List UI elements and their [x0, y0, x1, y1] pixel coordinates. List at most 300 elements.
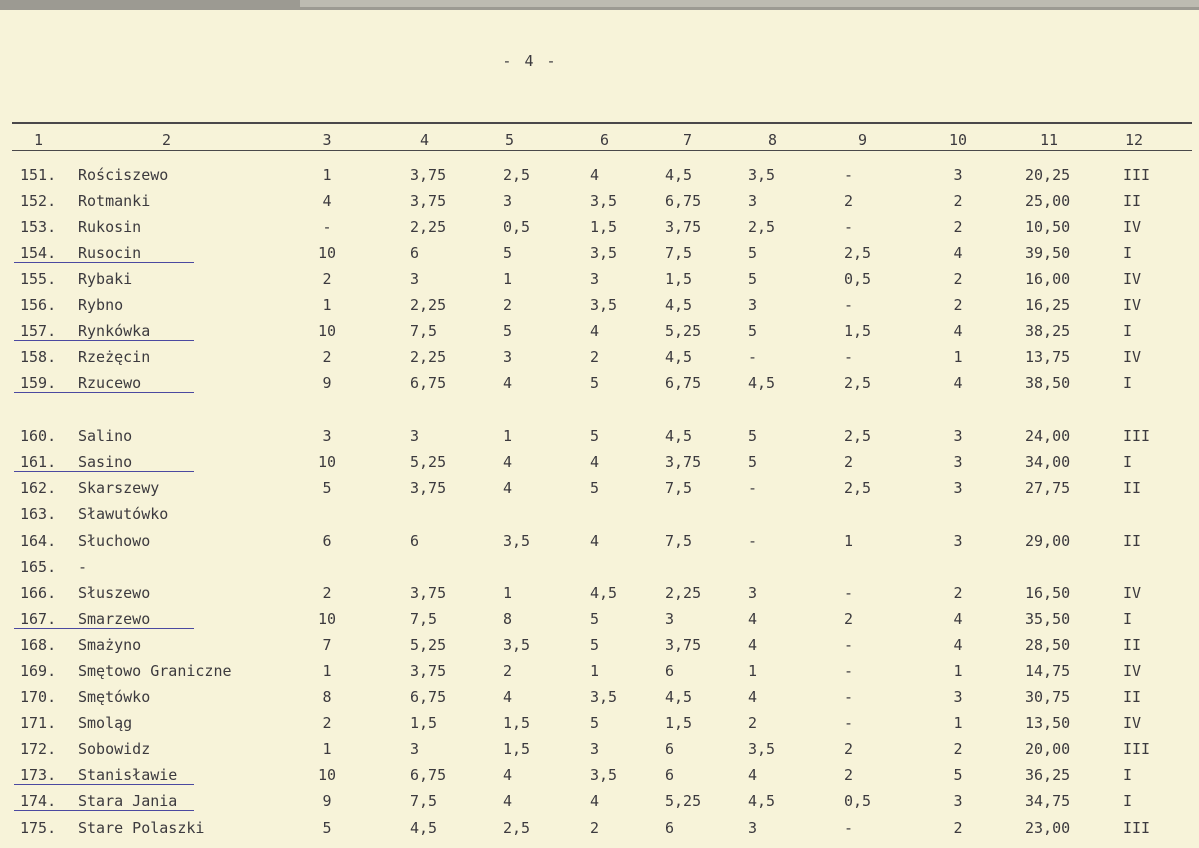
cell-c5: 0,5 — [503, 218, 531, 236]
cell-c6: 5 — [590, 479, 600, 497]
cell-c5: 4 — [503, 792, 513, 810]
locality-name: Smarzewo — [78, 610, 151, 628]
cell-c10: 4 — [953, 610, 963, 628]
table-row — [0, 789, 1199, 813]
row-number: 162. — [20, 479, 57, 497]
cell-c6: 4 — [590, 322, 600, 340]
locality-name: Rościszewo — [78, 166, 169, 184]
cell-c12: I — [1123, 244, 1133, 262]
cell-c4: 7,5 — [410, 322, 438, 340]
cell-c7: 4,5 — [665, 688, 693, 706]
table-row — [0, 659, 1199, 683]
cell-c7: 4,5 — [665, 427, 693, 445]
cell-c5: 5 — [503, 244, 513, 262]
locality-name: Sławutówko — [78, 505, 169, 523]
cell-c11: 25,00 — [1025, 192, 1071, 210]
cell-c4: 2,25 — [410, 218, 447, 236]
row-number: 154. — [20, 244, 57, 262]
name-underline — [14, 810, 194, 811]
row-number: 153. — [20, 218, 57, 236]
cell-c4: 3,75 — [410, 192, 447, 210]
table-row — [0, 215, 1199, 239]
locality-name: Rynkówka — [78, 322, 151, 340]
table-row — [0, 345, 1199, 369]
locality-name: Sobowidz — [78, 740, 151, 758]
cell-c12: IV — [1123, 714, 1142, 732]
cell-c7: 2,25 — [665, 584, 702, 602]
cell-c7: 4,5 — [665, 296, 693, 314]
col-header-9: 9 — [858, 131, 868, 149]
cell-c6: 4 — [590, 532, 600, 550]
cell-c7: 3,75 — [665, 453, 702, 471]
row-number: 171. — [20, 714, 57, 732]
cell-c9: 2,5 — [844, 374, 872, 392]
col-header-10: 10 — [948, 131, 968, 149]
cell-c11: 38,25 — [1025, 322, 1071, 340]
cell-c7: 3,75 — [665, 218, 702, 236]
col-header-7: 7 — [683, 131, 693, 149]
cell-c12: I — [1123, 610, 1133, 628]
table-row — [0, 763, 1199, 787]
locality-name: Rotmanki — [78, 192, 151, 210]
cell-c8: 3 — [748, 192, 758, 210]
cell-c10: 1 — [953, 714, 963, 732]
cell-c5: 4 — [503, 374, 513, 392]
cell-c9: - — [844, 688, 854, 706]
cell-c8: 3 — [748, 584, 758, 602]
cell-c12: I — [1123, 453, 1133, 471]
cell-c3: 5 — [322, 479, 332, 497]
cell-c4: 3,75 — [410, 584, 447, 602]
cell-c3: 2 — [322, 348, 332, 366]
table-row — [0, 816, 1199, 840]
cell-c12: III — [1123, 166, 1151, 184]
cell-c11: 29,00 — [1025, 532, 1071, 550]
name-underline — [14, 340, 194, 341]
cell-c6: 5 — [590, 374, 600, 392]
cell-c5: 4 — [503, 688, 513, 706]
locality-name: Stanisławie — [78, 766, 178, 784]
cell-c9: - — [844, 584, 854, 602]
cell-c9: 2 — [844, 453, 854, 471]
table-row — [0, 581, 1199, 605]
table-row — [0, 607, 1199, 631]
cell-c3: 5 — [322, 819, 332, 837]
row-number: 155. — [20, 270, 57, 288]
cell-c6: 3 — [590, 270, 600, 288]
cell-c12: III — [1123, 819, 1151, 837]
cell-c4: 5,25 — [410, 636, 447, 654]
cell-c10: 2 — [953, 218, 963, 236]
cell-c4: 3,75 — [410, 166, 447, 184]
cell-c7: 6,75 — [665, 374, 702, 392]
cell-c6: 4,5 — [590, 584, 618, 602]
cell-c9: 2 — [844, 610, 854, 628]
cell-c3: 2 — [322, 714, 332, 732]
cell-c8: 4 — [748, 688, 758, 706]
row-number: 174. — [20, 792, 57, 810]
cell-c8: 4,5 — [748, 792, 776, 810]
cell-c3: 10 — [317, 322, 337, 340]
locality-name: Słuszewo — [78, 584, 151, 602]
cell-c8: 4 — [748, 610, 758, 628]
cell-c12: II — [1123, 688, 1142, 706]
cell-c5: 1 — [503, 427, 513, 445]
cell-c8: 3,5 — [748, 166, 776, 184]
row-number: 166. — [20, 584, 57, 602]
cell-c11: 14,75 — [1025, 662, 1071, 680]
row-number: 152. — [20, 192, 57, 210]
table-row — [0, 371, 1199, 395]
row-number: 167. — [20, 610, 57, 628]
name-underline — [14, 471, 194, 472]
cell-c8: 4 — [748, 766, 758, 784]
cell-c10: 4 — [953, 374, 963, 392]
name-underline — [14, 628, 194, 629]
cell-c6: 5 — [590, 636, 600, 654]
table-row — [0, 737, 1199, 761]
cell-c3: 8 — [322, 688, 332, 706]
cell-c10: 1 — [953, 662, 963, 680]
cell-c5: 2 — [503, 662, 513, 680]
cell-c7: 6,75 — [665, 192, 702, 210]
cell-c5: 4 — [503, 766, 513, 784]
cell-c3: 2 — [322, 584, 332, 602]
col-header-2: 2 — [162, 131, 172, 149]
cell-c8: - — [748, 479, 758, 497]
row-number: 156. — [20, 296, 57, 314]
cell-c9: - — [844, 296, 854, 314]
locality-name: Smażyno — [78, 636, 142, 654]
cell-c9: 2 — [844, 766, 854, 784]
cell-c5: 4 — [503, 453, 513, 471]
locality-name: Smętówko — [78, 688, 151, 706]
table-row — [0, 424, 1199, 448]
cell-c11: 28,50 — [1025, 636, 1071, 654]
page-number: - 4 - — [502, 52, 558, 70]
row-number: 170. — [20, 688, 57, 706]
cell-c11: 36,25 — [1025, 766, 1071, 784]
cell-c11: 39,50 — [1025, 244, 1071, 262]
cell-c6: 3,5 — [590, 296, 618, 314]
cell-c10: 3 — [953, 166, 963, 184]
cell-c7: 6 — [665, 766, 675, 784]
cell-c4: 6,75 — [410, 688, 447, 706]
cell-c6: 2 — [590, 819, 600, 837]
cell-c3: 7 — [322, 636, 332, 654]
cell-c8: 2 — [748, 714, 758, 732]
locality-name: Skarszewy — [78, 479, 160, 497]
table-row — [0, 711, 1199, 735]
cell-c5: 1 — [503, 270, 513, 288]
cell-c10: 2 — [953, 740, 963, 758]
cell-c9: - — [844, 218, 854, 236]
cell-c7: 6 — [665, 662, 675, 680]
cell-c3: 1 — [322, 662, 332, 680]
cell-c6: 2 — [590, 348, 600, 366]
cell-c9: - — [844, 166, 854, 184]
cell-c9: 0,5 — [844, 792, 872, 810]
cell-c7: 4,5 — [665, 348, 693, 366]
cell-c3: 10 — [317, 244, 337, 262]
row-number: 164. — [20, 532, 57, 550]
table-row — [0, 476, 1199, 500]
cell-c11: 10,50 — [1025, 218, 1071, 236]
table-row — [0, 685, 1199, 709]
table-row — [0, 319, 1199, 343]
cell-c5: 4 — [503, 479, 513, 497]
locality-name: Rybno — [78, 296, 124, 314]
cell-c7: 4,5 — [665, 166, 693, 184]
cell-c5: 3 — [503, 192, 513, 210]
cell-c11: 20,00 — [1025, 740, 1071, 758]
cell-c10: 4 — [953, 322, 963, 340]
scan-top-edge-light — [300, 0, 1199, 7]
cell-c3: 2 — [322, 270, 332, 288]
col-header-12: 12 — [1125, 131, 1144, 149]
cell-c11: 24,00 — [1025, 427, 1071, 445]
cell-c10: 2 — [953, 819, 963, 837]
cell-c12: III — [1123, 740, 1151, 758]
cell-c12: IV — [1123, 270, 1142, 288]
table-top-rule — [12, 122, 1192, 124]
row-number: 158. — [20, 348, 57, 366]
cell-c6: 4 — [590, 453, 600, 471]
cell-c7: 5,25 — [665, 792, 702, 810]
cell-c9: - — [844, 636, 854, 654]
cell-c3: 10 — [317, 453, 337, 471]
locality-name: Rzucewo — [78, 374, 142, 392]
cell-c12: I — [1123, 766, 1133, 784]
table-row — [0, 267, 1199, 291]
cell-c8: 5 — [748, 427, 758, 445]
cell-c8: 3 — [748, 296, 758, 314]
cell-c7: 3 — [665, 610, 675, 628]
cell-c4: 6 — [410, 244, 420, 262]
cell-c3: 1 — [322, 296, 332, 314]
cell-c5: 5 — [503, 322, 513, 340]
cell-c12: IV — [1123, 584, 1142, 602]
cell-c10: 2 — [953, 584, 963, 602]
cell-c3: 6 — [322, 532, 332, 550]
cell-c6: 3 — [590, 740, 600, 758]
cell-c4: 3 — [410, 270, 420, 288]
cell-c6: 3,5 — [590, 244, 618, 262]
cell-c4: 6,75 — [410, 374, 447, 392]
cell-c8: 5 — [748, 244, 758, 262]
cell-c4: 2,25 — [410, 348, 447, 366]
col-header-11: 11 — [1040, 131, 1059, 149]
name-underline — [14, 262, 194, 263]
cell-c5: 1 — [503, 584, 513, 602]
row-number: 159. — [20, 374, 57, 392]
locality-name: Rusocin — [78, 244, 142, 262]
table-row — [0, 293, 1199, 317]
cell-c9: 2 — [844, 740, 854, 758]
cell-c10: 4 — [953, 636, 963, 654]
cell-c11: 20,25 — [1025, 166, 1071, 184]
row-number: 160. — [20, 427, 57, 445]
cell-c10: 3 — [953, 688, 963, 706]
cell-c9: - — [844, 348, 854, 366]
locality-name: Rzeżęcin — [78, 348, 151, 366]
cell-c9: 2 — [844, 192, 854, 210]
row-number: 151. — [20, 166, 57, 184]
cell-c7: 7,5 — [665, 244, 693, 262]
cell-c6: 3,5 — [590, 192, 618, 210]
cell-c5: 2,5 — [503, 166, 531, 184]
cell-c5: 1,5 — [503, 714, 531, 732]
cell-c12: I — [1123, 792, 1133, 810]
cell-c7: 6 — [665, 740, 675, 758]
cell-c11: 38,50 — [1025, 374, 1071, 392]
cell-c5: 3,5 — [503, 636, 531, 654]
cell-c11: 16,00 — [1025, 270, 1071, 288]
cell-c5: 2,5 — [503, 819, 531, 837]
table-row — [0, 163, 1199, 187]
cell-c11: 34,00 — [1025, 453, 1071, 471]
locality-name: Smoląg — [78, 714, 133, 732]
cell-c3: 9 — [322, 374, 332, 392]
cell-c11: 34,75 — [1025, 792, 1071, 810]
cell-c10: 3 — [953, 453, 963, 471]
cell-c10: 3 — [953, 479, 963, 497]
cell-c3: 4 — [322, 192, 332, 210]
cell-c4: 3 — [410, 740, 420, 758]
cell-c9: 1 — [844, 532, 854, 550]
col-header-4: 4 — [420, 131, 430, 149]
row-number: 172. — [20, 740, 57, 758]
cell-c8: 1 — [748, 662, 758, 680]
locality-name: Słuchowo — [78, 532, 151, 550]
locality-name: Sasino — [78, 453, 133, 471]
locality-name: Stara Jania — [78, 792, 178, 810]
cell-c12: II — [1123, 192, 1142, 210]
cell-c10: 5 — [953, 766, 963, 784]
cell-c8: 4,5 — [748, 374, 776, 392]
cell-c7: 1,5 — [665, 714, 693, 732]
cell-c4: 7,5 — [410, 610, 438, 628]
cell-c10: 2 — [953, 296, 963, 314]
cell-c7: 5,25 — [665, 322, 702, 340]
cell-c11: 27,75 — [1025, 479, 1071, 497]
cell-c8: 3 — [748, 819, 758, 837]
col-header-6: 6 — [600, 131, 610, 149]
cell-c7: 1,5 — [665, 270, 693, 288]
table-row — [0, 633, 1199, 657]
cell-c6: 5 — [590, 714, 600, 732]
name-underline — [14, 392, 194, 393]
cell-c5: 8 — [503, 610, 513, 628]
cell-c9: - — [844, 819, 854, 837]
cell-c9: 0,5 — [844, 270, 872, 288]
cell-c10: 2 — [953, 270, 963, 288]
cell-c7: 6 — [665, 819, 675, 837]
locality-name: Stare Polaszki — [78, 819, 205, 837]
name-underline — [14, 784, 194, 785]
cell-c11: 13,50 — [1025, 714, 1071, 732]
row-number: 168. — [20, 636, 57, 654]
cell-c6: 5 — [590, 610, 600, 628]
cell-c9: - — [844, 714, 854, 732]
cell-c4: 6 — [410, 532, 420, 550]
cell-c11: 35,50 — [1025, 610, 1071, 628]
cell-c12: I — [1123, 374, 1133, 392]
cell-c11: 16,50 — [1025, 584, 1071, 602]
cell-c6: 4 — [590, 166, 600, 184]
cell-c10: 1 — [953, 348, 963, 366]
cell-c8: 5 — [748, 322, 758, 340]
cell-c8: 4 — [748, 636, 758, 654]
cell-c10: 3 — [953, 427, 963, 445]
row-number: 163. — [20, 505, 57, 523]
cell-c3: 10 — [317, 610, 337, 628]
cell-c5: 3 — [503, 348, 513, 366]
cell-c10: 3 — [953, 792, 963, 810]
row-number: 157. — [20, 322, 57, 340]
cell-c4: 7,5 — [410, 792, 438, 810]
cell-c6: 4 — [590, 792, 600, 810]
cell-c8: - — [748, 532, 758, 550]
row-number: 175. — [20, 819, 57, 837]
cell-c11: 23,00 — [1025, 819, 1071, 837]
col-header-5: 5 — [505, 131, 515, 149]
col-header-1: 1 — [34, 131, 44, 149]
cell-c12: IV — [1123, 296, 1142, 314]
cell-c4: 3,75 — [410, 479, 447, 497]
cell-c11: 16,25 — [1025, 296, 1071, 314]
cell-c9: 2,5 — [844, 244, 872, 262]
cell-c10: 4 — [953, 244, 963, 262]
cell-c12: II — [1123, 532, 1142, 550]
locality-name: - — [78, 558, 88, 576]
col-header-3: 3 — [322, 131, 332, 149]
cell-c3: 1 — [322, 740, 332, 758]
cell-c4: 3,75 — [410, 662, 447, 680]
cell-c7: 7,5 — [665, 532, 693, 550]
cell-c8: - — [748, 348, 758, 366]
cell-c3: 9 — [322, 792, 332, 810]
cell-c4: 5,25 — [410, 453, 447, 471]
cell-c3: 3 — [322, 427, 332, 445]
cell-c8: 5 — [748, 270, 758, 288]
cell-c5: 3,5 — [503, 532, 531, 550]
cell-c12: II — [1123, 479, 1142, 497]
locality-name: Rybaki — [78, 270, 133, 288]
cell-c6: 1 — [590, 662, 600, 680]
cell-c12: IV — [1123, 662, 1142, 680]
cell-c4: 1,5 — [410, 714, 438, 732]
cell-c7: 3,75 — [665, 636, 702, 654]
table-row — [0, 529, 1199, 553]
cell-c12: I — [1123, 322, 1133, 340]
cell-c9: 2,5 — [844, 479, 872, 497]
cell-c12: IV — [1123, 218, 1142, 236]
cell-c4: 2,25 — [410, 296, 447, 314]
cell-c5: 2 — [503, 296, 513, 314]
cell-c6: 3,5 — [590, 766, 618, 784]
locality-name: Salino — [78, 427, 133, 445]
cell-c4: 4,5 — [410, 819, 438, 837]
cell-c10: 2 — [953, 192, 963, 210]
cell-c3: 10 — [317, 766, 337, 784]
row-number: 169. — [20, 662, 57, 680]
cell-c6: 1,5 — [590, 218, 618, 236]
cell-c4: 6,75 — [410, 766, 447, 784]
row-number: 161. — [20, 453, 57, 471]
cell-c7: 7,5 — [665, 479, 693, 497]
cell-c6: 5 — [590, 427, 600, 445]
